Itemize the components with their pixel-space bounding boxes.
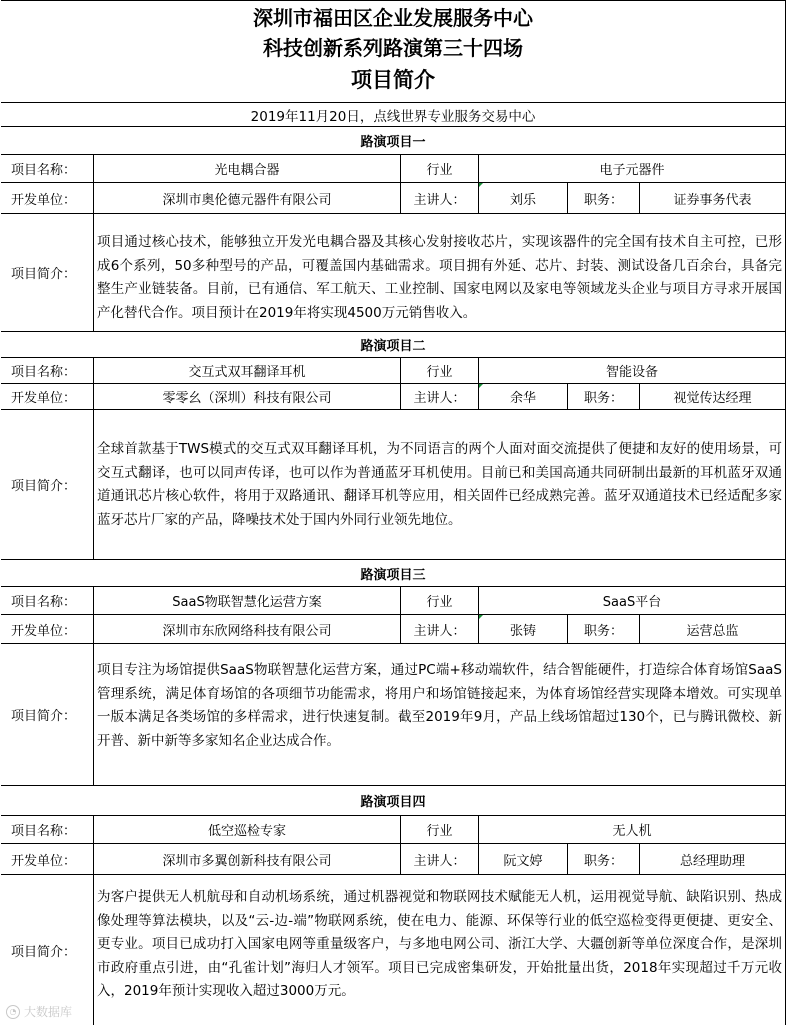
section-title: 路演项目三 (360, 567, 426, 583)
intro-text (93, 875, 785, 1025)
intro-text (93, 410, 785, 559)
section-header (1, 786, 786, 816)
speaker-value (478, 384, 567, 409)
position-label: 职务： (567, 384, 639, 409)
comment-marker (479, 615, 483, 619)
intro-paragraph: 项目专注为场馆提供SaaS物联智慧化运营方案，通过PC端+移动端软件，结合智能硬件，打造综合体育场馆SaaS管理系统，满足体育场馆的各项细节功能需求，将用户和场馆链接起来，为体育场馆经营实现降本增效。可实现单一版本满足各类场馆的多样需求，进行快速复制。截至2019年9月，产品上线场馆超过130个，已与腾讯微校、新开普、新中新等多家知名企业达成合作。 (97, 662, 782, 749)
developer-label: 开发单位： (11, 853, 77, 869)
speaker-label: 主讲人： (400, 615, 478, 643)
name-row (1, 155, 786, 183)
position-label: 职务： (567, 615, 639, 643)
industry-value: 智能设备 (478, 358, 785, 383)
position-label: 职务： (567, 183, 639, 213)
intro-paragraph: 全球首款基于TWS模式的交互式双耳翻译耳机，为不同语言的两个人面对面交流提供了便捷和友好的使用场景，可交互式翻译，也可以同声传译，也可以作为普通蓝牙耳机使用。目前已和美国高通共同研制出最新的耳机蓝牙双通道通讯芯片核心软件，将用于双路通讯、翻译耳机等应用，相关固件已经成熟完善。蓝牙双通道技术已经适配多家蓝牙芯片厂家的产品，降噪技术处于国内外同行业领先地位。 (97, 441, 782, 528)
project-name-label: 项目名称： (11, 824, 77, 839)
developer-row (1, 844, 786, 875)
project-name-label: 项目名称： (11, 595, 77, 610)
speaker-value (478, 844, 567, 874)
intro-text (93, 644, 785, 785)
speaker-label: 主讲人： (400, 183, 478, 213)
developer-value: 深圳市东欣网络科技有限公司 (93, 615, 400, 643)
intro-paragraph: 为客户提供无人机航母和自动机场系统，通过机器视觉和物联网技术赋能无人机，运用视觉导航、缺陷识别、热成像处理等算法模块，以及“云-边-端”物联网系统，使在电力、能源、环保等行业的低空巡检变得更便捷、更安全、更专业。项目已成功打入国家电网等重量级客户，与多地电网公司、浙江大学、大疆创新等单位深度合作，是深圳市政府重点引进，由“孔雀计划”海归人才领军。项目已完成密集研发，开始批量出货，2018年实现超过千万元收入，2019年预计实现收入超过3000万元。 (97, 889, 782, 999)
date-venue: 2019年11月20日，点线世界专业服务交易中心 (250, 108, 536, 125)
comment-marker (479, 183, 483, 187)
watermark (6, 1003, 72, 1020)
project-name-value: 交互式双耳翻译耳机 (93, 358, 400, 383)
developer-row (1, 384, 786, 410)
speaker-name: 刘乐 (509, 192, 536, 208)
intro-label: 项目简介： (11, 479, 77, 494)
position-value: 视觉传达经理 (639, 384, 785, 409)
speaker-value (478, 183, 567, 213)
industry-value: SaaS平台 (478, 587, 785, 614)
industry-value: 电子元器件 (478, 155, 785, 182)
intro-row (1, 214, 786, 332)
developer-value: 零零幺（深圳）科技有限公司 (93, 384, 400, 409)
event-title: 科技创新系列路演第三十四场 (263, 36, 523, 60)
section-header (1, 332, 786, 358)
industry-label: 行业 (400, 155, 478, 182)
developer-row (1, 615, 786, 644)
industry-label: 行业 (400, 587, 478, 614)
industry-label: 行业 (400, 816, 478, 843)
intro-row (1, 644, 786, 786)
industry-value: 无人机 (478, 816, 785, 843)
section-title: 路演项目二 (360, 339, 426, 354)
speaker-name: 阮文婷 (503, 853, 543, 869)
intro-label: 项目简介： (11, 267, 77, 282)
developer-label: 开发单位： (11, 192, 77, 208)
position-value: 总经理助理 (639, 844, 785, 874)
developer-value: 深圳市多翼创新科技有限公司 (93, 844, 400, 874)
speaker-name: 张铸 (509, 623, 536, 639)
developer-label: 开发单位： (11, 623, 77, 639)
date-row (1, 103, 786, 127)
speaker-name: 余华 (509, 391, 536, 406)
section-title: 路演项目一 (360, 135, 426, 150)
speaker-value (478, 615, 567, 643)
project-name-value: SaaS物联智慧化运营方案 (93, 587, 400, 614)
position-label: 职务： (567, 844, 639, 874)
intro-label: 项目简介： (11, 709, 77, 724)
name-row (1, 587, 786, 615)
project-name-label: 项目名称： (11, 163, 77, 178)
intro-label: 项目简介： (11, 944, 77, 960)
developer-row (1, 183, 786, 214)
name-row (1, 358, 786, 384)
speaker-label: 主讲人： (400, 384, 478, 409)
position-value: 运营总监 (639, 615, 785, 643)
watermark-text: 大数据库 (24, 1005, 73, 1019)
intro-row (1, 410, 786, 560)
section-header (1, 560, 786, 587)
title-block (1, 0, 786, 103)
section-header (1, 127, 786, 155)
developer-value: 深圳市奥伦德元器件有限公司 (93, 183, 400, 213)
position-value: 证券事务代表 (639, 183, 785, 213)
intro-paragraph: 项目通过核心技术，能够独立开发光电耦合器及其核心发射接收芯片，实现该器件的完全国有技术自主可控，已形成6个系列，50多种型号的产品，可覆盖国内基础需求。项目拥有外延、芯片、封装、测试设备几百余台，具备完整生产业链装备。目前，已有通信、军工航天、工业控制、国家电网以及家电等领域龙头企业与项目方寻求开展国产化替代合作。项目预计在2019年将实现4500万元销售收入。 (97, 234, 782, 321)
name-row (1, 816, 786, 844)
intro-row (1, 875, 786, 1025)
organizer-title: 深圳市福田区企业发展服务中心 (253, 6, 533, 30)
watermark-logo-icon: ◔ (6, 1005, 20, 1019)
comment-marker (479, 384, 483, 388)
intro-text (93, 214, 785, 331)
project-name-value: 低空巡检专家 (93, 816, 400, 843)
speaker-label: 主讲人： (400, 844, 478, 874)
industry-label: 行业 (400, 358, 478, 383)
project-name-label: 项目名称： (11, 365, 77, 380)
project-name-value: 光电耦合器 (93, 155, 400, 182)
developer-label: 开发单位： (11, 391, 77, 406)
section-title: 路演项目四 (360, 795, 426, 810)
page-title: 项目简介 (351, 68, 435, 92)
